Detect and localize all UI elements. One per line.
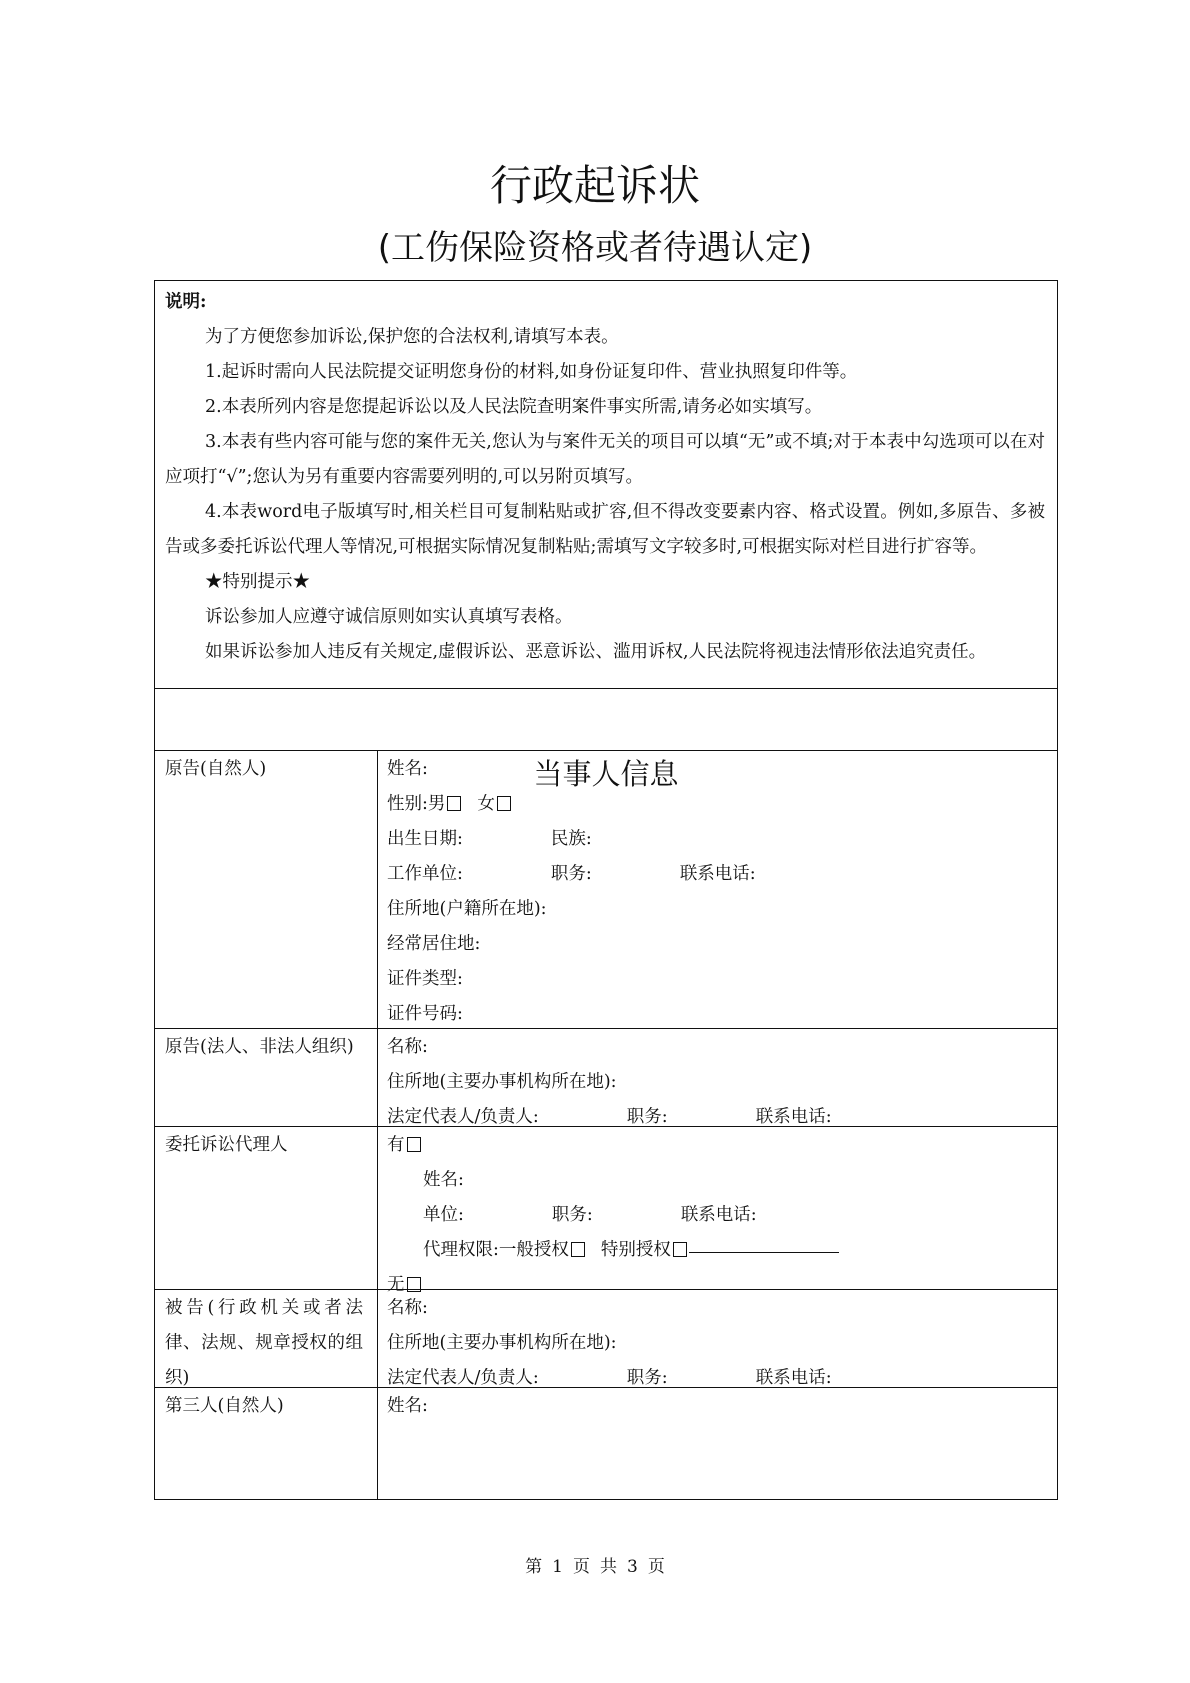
general-authority-checkbox[interactable] — [571, 1242, 585, 1257]
defendant-address-field[interactable]: 住所地(主要办事机构所在地): — [387, 1333, 617, 1353]
phone-field[interactable]: 联系电话: — [755, 1107, 832, 1127]
plaintiff-org-fields — [387, 1030, 1047, 1135]
domicile-field[interactable]: 住所地(户籍所在地): — [387, 899, 547, 919]
instruction-paragraph: 如果诉讼参加人违反有关规定,虚假诉讼、恶意诉讼、滥用诉权,人民法院将视违法情形依法追究责任。 — [205, 642, 987, 662]
agent-phone-field[interactable]: 联系电话: — [680, 1205, 757, 1225]
agent-name-field[interactable]: 姓名: — [423, 1170, 464, 1190]
position-field[interactable]: 职务: — [550, 864, 592, 884]
section-title: 当事人信息 — [533, 757, 679, 791]
plaintiff-natural-label: 原告(自然人) — [165, 759, 267, 779]
male-checkbox[interactable] — [447, 796, 461, 811]
defendant-label: 被告(行政机关或者法律、法规、规章授权的组织) — [165, 1298, 363, 1388]
org-name-field[interactable]: 名称: — [387, 1037, 428, 1057]
id-type-field[interactable]: 证件类型: — [387, 969, 463, 989]
instruction-paragraph: 2.本表所列内容是您提起诉讼以及人民法院查明案件事实所需,请务必如实填写。 — [205, 397, 823, 417]
female-label: 女 — [477, 794, 495, 814]
agent-unit-field[interactable]: 单位: — [423, 1205, 464, 1225]
plaintiff-org-label: 原告(法人、非法人组织) — [165, 1037, 354, 1057]
phone-field[interactable]: 联系电话: — [679, 864, 756, 884]
page-unit: 页 — [573, 1557, 590, 1577]
document-title: 行政起诉状 — [489, 161, 700, 210]
residence-field[interactable]: 经常居住地: — [387, 934, 481, 954]
special-authority-blank[interactable] — [689, 1252, 839, 1253]
instruction-paragraph: 诉讼参加人应遵守诚信原则如实认真填写表格。 — [205, 607, 573, 627]
instructions — [165, 285, 1045, 670]
defendant-name-field[interactable]: 名称: — [387, 1298, 428, 1318]
name-field[interactable]: 姓名: — [387, 759, 428, 779]
special-notice-heading: ★特别提示★ — [205, 572, 310, 592]
divider — [155, 688, 1057, 689]
defendant-position-field[interactable]: 职务: — [626, 1368, 668, 1388]
ethnicity-field[interactable]: 民族: — [550, 829, 592, 849]
position-field[interactable]: 职务: — [626, 1107, 668, 1127]
complaint-form — [154, 280, 1058, 1500]
total-pages: 3 — [627, 1557, 638, 1577]
total-word: 共 — [600, 1557, 617, 1577]
id-number-field[interactable]: 证件号码: — [387, 1004, 463, 1024]
third-party-label: 第三人(自然人) — [165, 1396, 284, 1416]
third-party-name-field[interactable]: 姓名: — [387, 1396, 428, 1416]
agent-no-label: 无 — [387, 1275, 405, 1295]
document-subtitle: (工伤保险资格或者待遇认定) — [377, 228, 813, 268]
authority-label: 代理权限: — [423, 1240, 499, 1260]
third-party-fields — [387, 1389, 1047, 1424]
legal-rep-field[interactable]: 法定代表人/负责人: — [387, 1107, 539, 1127]
instruction-paragraph: 4.本表word电子版填写时,相关栏目可复制粘贴或扩容,但不得改变要素内容、格式设置。例如,多原告、多被告或多委托诉讼代理人等情况,可根据实际情况复制粘贴;需填写文字较多时,可根据实际对栏目进行扩容等。 — [165, 502, 1045, 557]
special-authority-label: 特别授权 — [600, 1240, 671, 1260]
agent-no-checkbox[interactable] — [407, 1277, 421, 1292]
birth-date-field[interactable]: 出生日期: — [387, 829, 463, 849]
org-address-field[interactable]: 住所地(主要办事机构所在地): — [387, 1072, 617, 1092]
instructions-heading: 说明: — [165, 292, 207, 312]
plaintiff-natural-fields — [387, 752, 1047, 1032]
page-number: 1 — [552, 1557, 563, 1577]
employer-field[interactable]: 工作单位: — [387, 864, 463, 884]
page-footer — [0, 1552, 1190, 1577]
general-authority-label: 一般授权 — [498, 1240, 569, 1260]
special-authority-checkbox[interactable] — [673, 1242, 687, 1257]
agent-yes-checkbox[interactable] — [407, 1137, 421, 1152]
gender-label: 性别: — [387, 794, 428, 814]
agent-fields — [387, 1128, 1047, 1303]
female-checkbox[interactable] — [497, 796, 511, 811]
instruction-paragraph: 为了方便您参加诉讼,保护您的合法权利,请填写本表。 — [205, 327, 619, 347]
defendant-rep-field[interactable]: 法定代表人/负责人: — [387, 1368, 539, 1388]
agent-position-field[interactable]: 职务: — [551, 1205, 593, 1225]
instruction-paragraph: 3.本表有些内容可能与您的案件无关,您认为与案件无关的项目可以填“无”或不填;对于本表中勾选项可以在对应项打“√”;您认为另有重要内容需要列明的,可以另附页填写。 — [165, 432, 1045, 487]
column-divider — [377, 750, 378, 1499]
page-word: 第 — [525, 1557, 543, 1577]
male-label: 男 — [427, 794, 446, 814]
defendant-fields — [387, 1291, 1047, 1396]
defendant-phone-field[interactable]: 联系电话: — [755, 1368, 832, 1388]
instruction-paragraph: 1.起诉时需向人民法院提交证明您身份的材料,如身份证复印件、营业执照复印件等。 — [205, 362, 858, 382]
agent-label: 委托诉讼代理人 — [165, 1135, 288, 1155]
total-unit: 页 — [647, 1557, 665, 1577]
agent-yes-label: 有 — [387, 1135, 405, 1155]
